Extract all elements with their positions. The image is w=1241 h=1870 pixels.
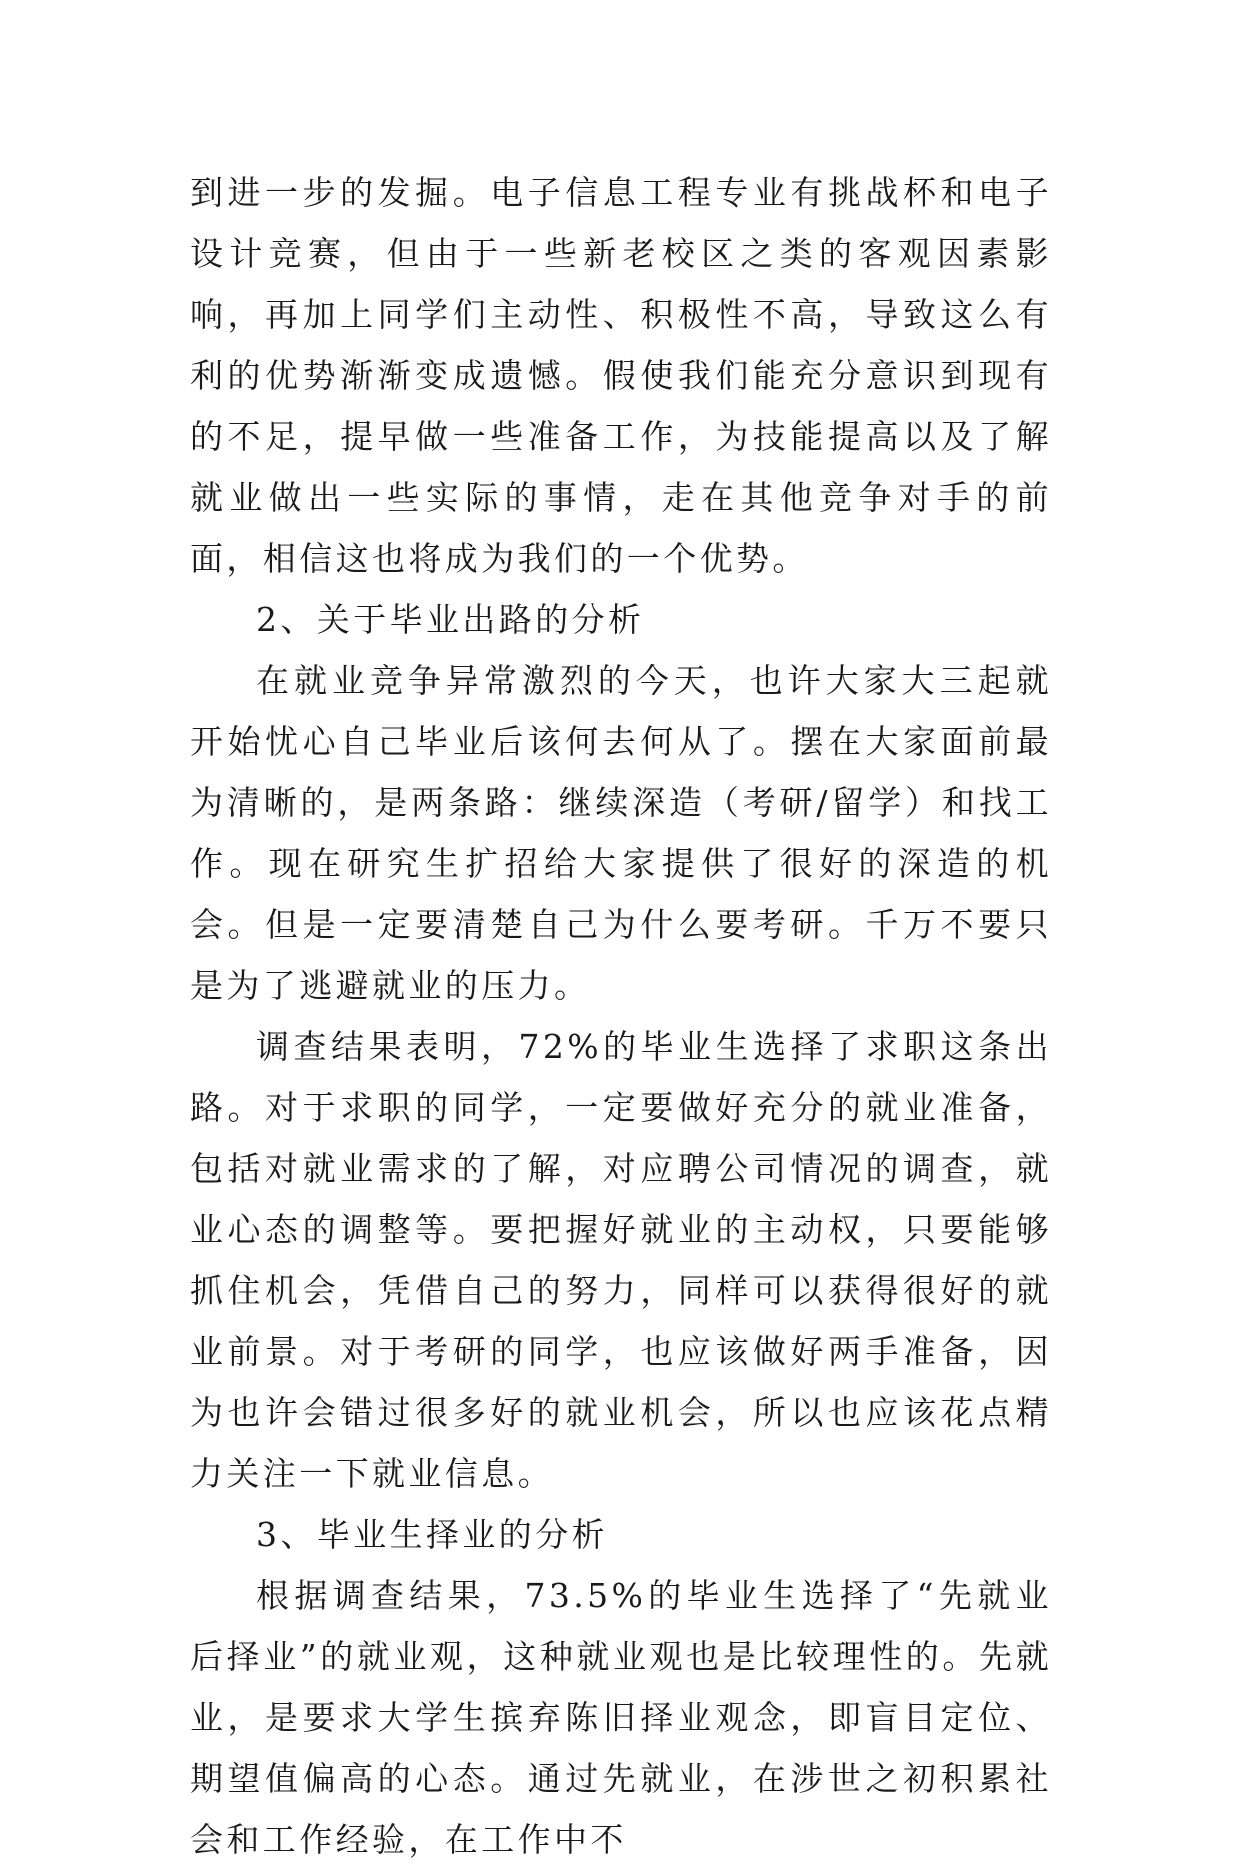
paragraph-job-seeking: 调查结果表明，72%的毕业生选择了求职这条出路。对于求职的同学，一定要做好充分的就业准备，包括对就业需求的了解，对应聘公司情况的调查，就业心态的调整等。要把握好就业的主动权，只要能够抓住机会，凭借自己的努力，同样可以获得很好的就业前景。对于考研的同学，也应该做好两手准备，因为也许会错过很多好的就业机会，所以也应该花点精力关注一下就业信息。 <box>190 1027 1052 1493</box>
paragraph-continuation: 到进一步的发掘。电子信息工程专业有挑战杯和电子设计竞赛，但由于一些新老校区之类的客观因素影响，再加上同学们主动性、积极性不高，导致这么有利的优势渐渐变成遗憾。假使我们能充分意识到现有的不足，提早做一些准备工作，为技能提高以及了解就业做出一些实际的事情，走在其他竞争对手的前面，相信这也将成为我们的一个优势。 <box>190 173 1052 578</box>
paragraph-employment-view: 根据调查结果，73.5%的毕业生选择了“先就业后择业”的就业观，这种就业观也是比较理性的。先就业，是要求大学生摈弃陈旧择业观念，即盲目定位、期望值偏高的心态。通过先就业，在涉世之初积累社会和工作经验，在工作中不 <box>190 1576 1052 1859</box>
document-page <box>190 162 1052 1870</box>
section-heading-graduation-path: 2、关于毕业出路的分析 <box>256 600 645 639</box>
section-heading-career-choice: 3、毕业生择业的分析 <box>256 1515 608 1554</box>
paragraph-further-study: 在就业竞争异常激烈的今天，也许大家大三起就开始忧心自己毕业后该何去何从了。摆在大家面前最为清晰的，是两条路：继续深造（考研/留学）和找工作。现在研究生扩招给大家提供了很好的深造的机会。但是一定要清楚自己为什么要考研。千万不要只是为了逃避就业的压力。 <box>190 661 1052 1005</box>
